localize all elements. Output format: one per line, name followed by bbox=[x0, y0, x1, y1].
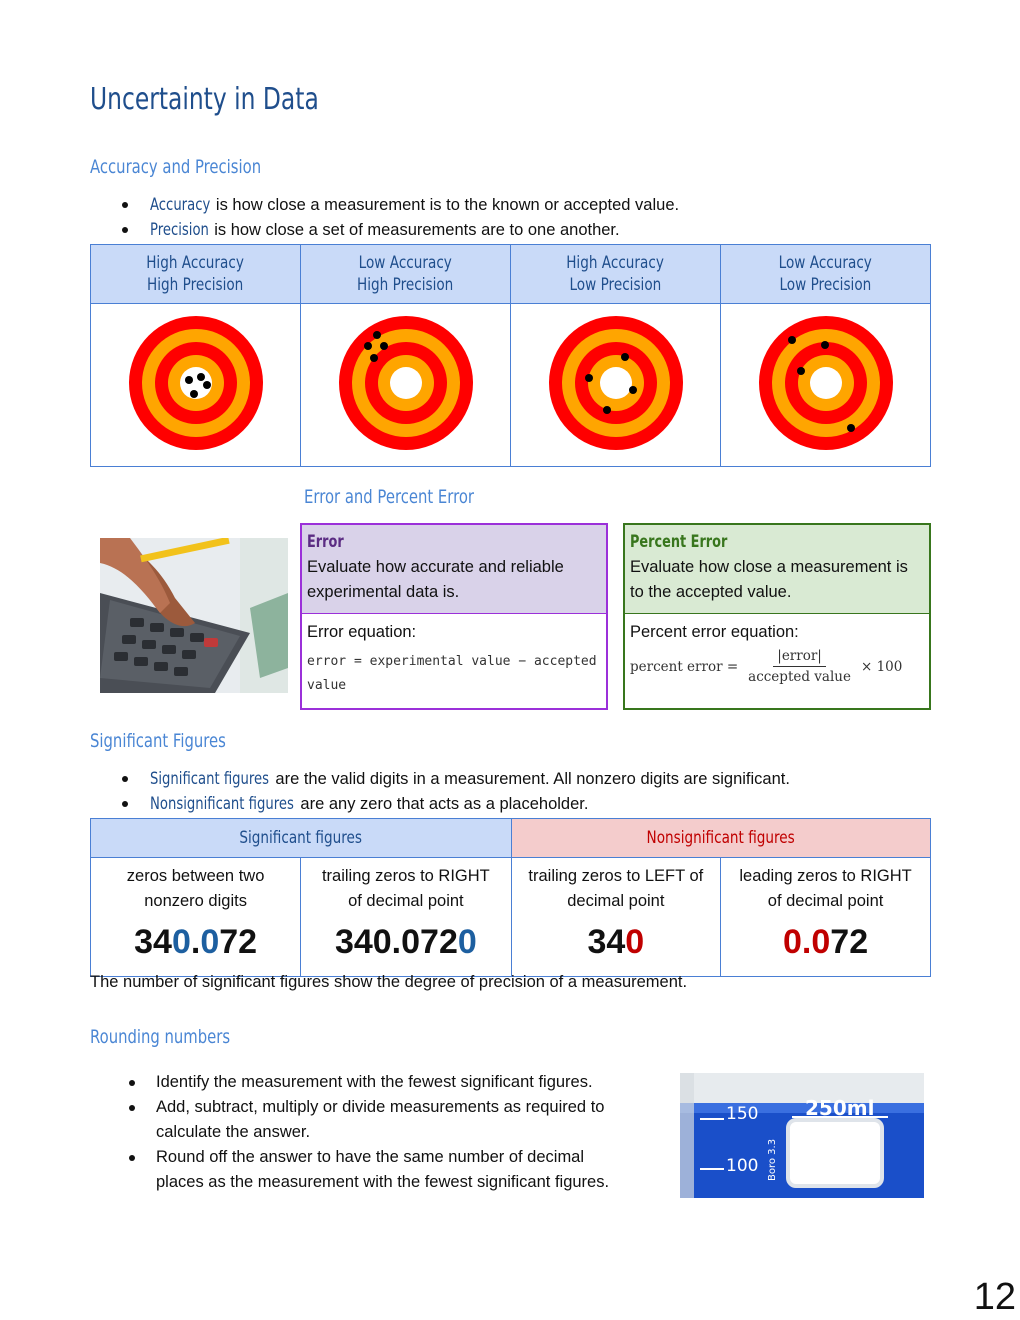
beaker-brand: Boro 3.3 bbox=[767, 1138, 778, 1181]
bullet-precision bbox=[150, 217, 620, 243]
beaker-mark-100: 100 bbox=[726, 1156, 759, 1176]
error-equation: error = experimental value − accepted value bbox=[307, 654, 597, 693]
beaker-mark-150: 150 bbox=[726, 1104, 759, 1124]
header-significant: Significant figures bbox=[91, 819, 512, 858]
digit-group: 34 bbox=[134, 923, 172, 961]
target-high-acc-high-prec bbox=[126, 313, 266, 453]
sig-cell bbox=[91, 858, 301, 977]
sig-example-number bbox=[721, 918, 930, 966]
error-description: Evaluate how accurate and reliable experimental data is. bbox=[307, 558, 564, 601]
target-high-acc-low-prec bbox=[546, 313, 686, 453]
step-line: calculate the answer. bbox=[156, 1123, 311, 1141]
sig-example-number bbox=[91, 918, 300, 966]
eq-numerator: |error| bbox=[773, 646, 826, 667]
digit-group: 72 bbox=[830, 923, 869, 961]
percent-error-box bbox=[623, 523, 931, 710]
step-line: places as the measurement with the fewest significant figures. bbox=[156, 1173, 610, 1191]
eq-right: × 100 bbox=[860, 658, 903, 675]
term-nonsignificant: Nonsignificant figures bbox=[150, 794, 294, 813]
term-accuracy: Accuracy bbox=[150, 195, 211, 214]
rounding-step-3 bbox=[156, 1145, 609, 1195]
header-nonsignificant: Nonsignificant figures bbox=[511, 819, 930, 858]
sig-desc: leading zeros to RIGHT bbox=[739, 867, 912, 885]
target-low-acc-high-prec bbox=[336, 313, 476, 453]
sigfig-heading: Significant Figures bbox=[90, 730, 226, 752]
beaker-volume-label: 250ml bbox=[805, 1096, 875, 1120]
error-title: Error bbox=[307, 532, 344, 551]
bullet-dot bbox=[129, 1155, 135, 1161]
digit-group: . bbox=[190, 923, 201, 961]
bullet-text: are any zero that acts as a placeholder. bbox=[295, 795, 589, 813]
target-low-acc-low-prec bbox=[756, 313, 896, 453]
sig-desc: of decimal point bbox=[767, 892, 884, 910]
sig-cell bbox=[301, 858, 511, 977]
sig-desc: trailing zeros to LEFT of bbox=[528, 867, 704, 885]
page-title: Uncertainty in Data bbox=[90, 82, 319, 117]
percent-error-description: Evaluate how close a measurement is to the accepted value. bbox=[630, 558, 908, 601]
eq-left: percent error = bbox=[630, 658, 739, 675]
percent-error-eq-label: Percent error equation: bbox=[630, 623, 799, 641]
sig-desc: zeros between two bbox=[126, 867, 265, 885]
header-high-acc-high-prec: High Accuracy High Precision bbox=[91, 245, 301, 304]
beaker-photo bbox=[680, 1073, 924, 1198]
sigfig-note: The number of significant figures show the degree of precision of a measurement. bbox=[90, 973, 688, 991]
sig-desc: of decimal point bbox=[348, 892, 464, 910]
header-low-acc-low-prec: Low Accuracy Low Precision bbox=[721, 245, 931, 304]
digit-group: 0 bbox=[625, 923, 645, 961]
term-significant: Significant figures bbox=[150, 769, 270, 788]
percent-error-equation bbox=[630, 646, 924, 687]
sig-cell bbox=[511, 858, 721, 977]
sig-desc: decimal point bbox=[567, 892, 665, 910]
bullet-significant bbox=[150, 766, 790, 792]
bullet-text: is how close a set of measurements are to one another. bbox=[209, 221, 620, 239]
page-number: 12 bbox=[973, 1276, 1016, 1318]
percent-error-title: Percent Error bbox=[630, 532, 728, 551]
sig-cell bbox=[721, 858, 931, 977]
digit-group: 34 bbox=[587, 923, 626, 961]
eq-fraction bbox=[744, 646, 855, 687]
digit-group: 0 bbox=[457, 923, 477, 961]
header-high-acc-low-prec: High Accuracy Low Precision bbox=[511, 245, 721, 304]
sig-example-number bbox=[301, 918, 510, 966]
sigfig-table bbox=[90, 818, 931, 977]
calculator-photo bbox=[100, 538, 288, 693]
bullet-nonsignificant bbox=[150, 791, 588, 817]
bullet-dot bbox=[122, 776, 128, 782]
percent-error-box-header bbox=[625, 525, 929, 614]
digit-group: 0 bbox=[171, 923, 191, 961]
bullet-text: is how close a measurement is to the known or accepted value. bbox=[211, 196, 680, 214]
error-box-header bbox=[302, 525, 606, 614]
bullet-dot bbox=[122, 202, 128, 208]
step-line: Add, subtract, multiply or divide measurements as required to bbox=[156, 1098, 605, 1116]
bullet-dot bbox=[122, 227, 128, 233]
rounding-heading: Rounding numbers bbox=[90, 1026, 231, 1048]
target-cell-1 bbox=[91, 304, 301, 467]
target-cell-2 bbox=[301, 304, 511, 467]
sig-example-number bbox=[512, 918, 721, 966]
accuracy-heading: Accuracy and Precision bbox=[90, 156, 262, 178]
sig-desc: trailing zeros to RIGHT bbox=[321, 867, 490, 885]
error-box-body bbox=[302, 614, 606, 704]
bullet-dot bbox=[122, 801, 128, 807]
accuracy-precision-table bbox=[90, 244, 931, 467]
header-low-acc-high-prec: Low Accuracy High Precision bbox=[301, 245, 511, 304]
target-cell-4 bbox=[721, 304, 931, 467]
digit-group: 340.072 bbox=[334, 923, 458, 961]
step-line: Round off the answer to have the same number of decimal bbox=[156, 1148, 585, 1166]
percent-error-box-body bbox=[625, 614, 929, 693]
sig-desc: nonzero digits bbox=[144, 892, 247, 910]
target-cell-3 bbox=[511, 304, 721, 467]
error-eq-label: Error equation: bbox=[307, 623, 417, 641]
bullet-accuracy bbox=[150, 192, 679, 218]
bullet-dot bbox=[129, 1105, 135, 1111]
rounding-step-1 bbox=[156, 1070, 593, 1095]
error-box bbox=[300, 523, 608, 710]
digit-group: 0 bbox=[200, 923, 220, 961]
bullet-dot bbox=[129, 1080, 135, 1086]
bullet-text: are the valid digits in a measurement. All nonzero digits are significant. bbox=[270, 770, 790, 788]
term-precision: Precision bbox=[150, 220, 209, 239]
eq-denominator: accepted value bbox=[748, 669, 851, 685]
error-heading: Error and Percent Error bbox=[304, 486, 475, 508]
rounding-step-2 bbox=[156, 1095, 604, 1145]
step-line: Identify the measurement with the fewest significant figures. bbox=[156, 1073, 593, 1091]
digit-group: 0.0 bbox=[783, 923, 831, 961]
digit-group: 72 bbox=[219, 923, 258, 961]
